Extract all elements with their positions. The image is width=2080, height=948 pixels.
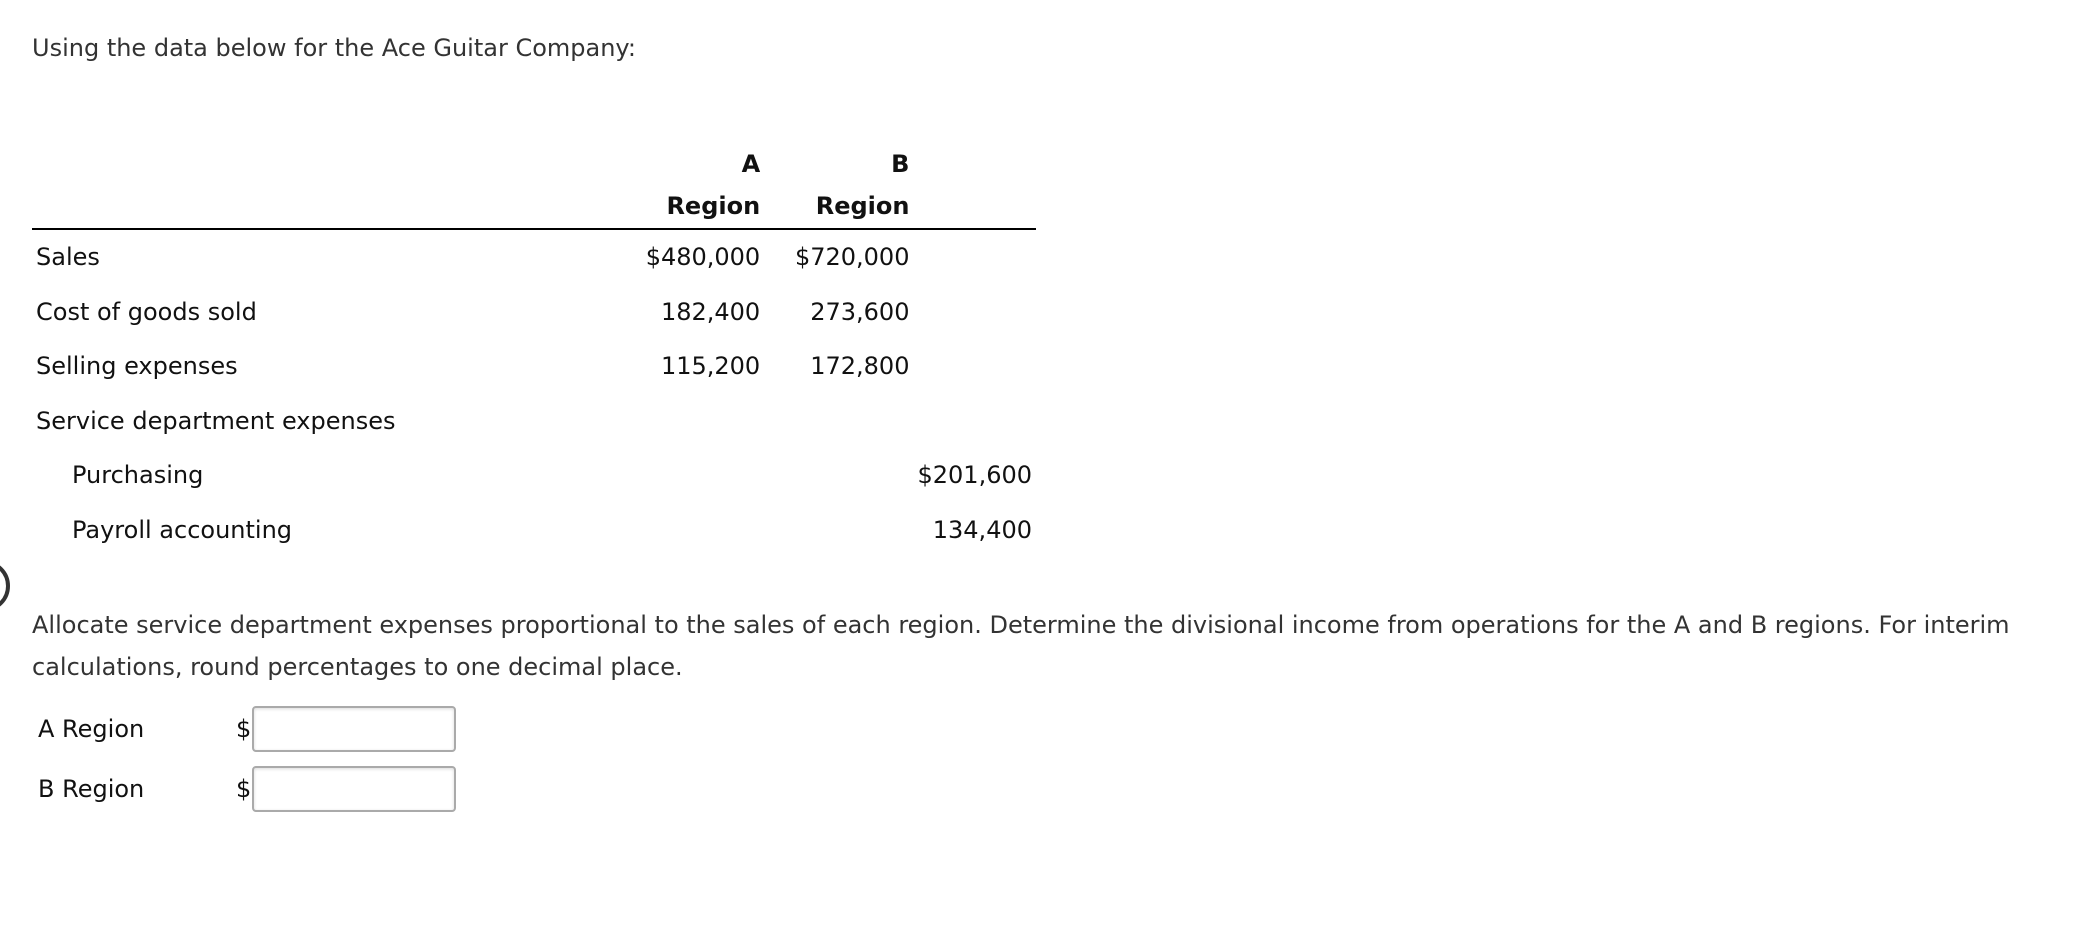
data-table [32, 136, 1036, 557]
cell-b [764, 503, 913, 558]
row-label: Purchasing [72, 461, 204, 490]
row-label: Sales [36, 243, 100, 272]
header-a-line2: Region [666, 192, 761, 220]
table-row [32, 448, 1036, 503]
instructions-text: Allocate service department expenses proportional to the sales of each region. Determine the divisional income from operations for the A and B regions. For interim calculations, round percentages to one decimal place. [32, 611, 2010, 681]
header-b-line1: B [891, 150, 910, 178]
cell-b [764, 448, 913, 503]
b-region-label: B Region [38, 775, 145, 803]
table-row [32, 394, 1036, 449]
cell-c [913, 339, 1036, 394]
row-label: Selling expenses [36, 352, 238, 381]
cell-c [913, 229, 1036, 285]
header-row-2 [32, 178, 1036, 229]
cell-c: 134,400 [932, 515, 1032, 544]
header-blank-c [913, 136, 1036, 178]
cell-a: 115,200 [660, 352, 761, 381]
answer-row-a [38, 706, 456, 752]
cell-b [764, 394, 913, 449]
a-region-input[interactable] [252, 706, 456, 752]
cell-a [621, 503, 764, 558]
header-a-line1: A [741, 150, 761, 178]
table-row [32, 339, 1036, 394]
answer-row-b [38, 766, 456, 812]
table-row [32, 503, 1036, 558]
header-row-1 [32, 136, 1036, 178]
table-row [32, 285, 1036, 340]
header-b-line2: Region [815, 192, 910, 220]
cell-b: 172,800 [810, 352, 910, 381]
header-blank [32, 136, 621, 178]
dollar-sign: $ [236, 775, 252, 803]
cell-a: $480,000 [645, 243, 761, 272]
b-region-input[interactable] [252, 766, 456, 812]
cell-a: 182,400 [660, 297, 761, 326]
dollar-sign: $ [236, 715, 252, 743]
row-label: Payroll accounting [72, 515, 293, 544]
a-region-label: A Region [38, 715, 145, 743]
cell-c [913, 394, 1036, 449]
cell-c [913, 285, 1036, 340]
header-blank-c2 [913, 178, 1036, 229]
cell-a [621, 448, 764, 503]
cell-c: $201,600 [917, 461, 1032, 490]
row-label: Cost of goods sold [36, 297, 257, 326]
cell-b: $720,000 [794, 243, 910, 272]
cell-a [621, 394, 764, 449]
row-label: Service department expenses [36, 406, 396, 435]
cell-b: 273,600 [810, 297, 910, 326]
header-blank-2 [32, 178, 621, 229]
intro-text: Using the data below for the Ace Guitar Company: [32, 34, 636, 62]
circle-icon [0, 560, 10, 612]
table-row [32, 229, 1036, 285]
